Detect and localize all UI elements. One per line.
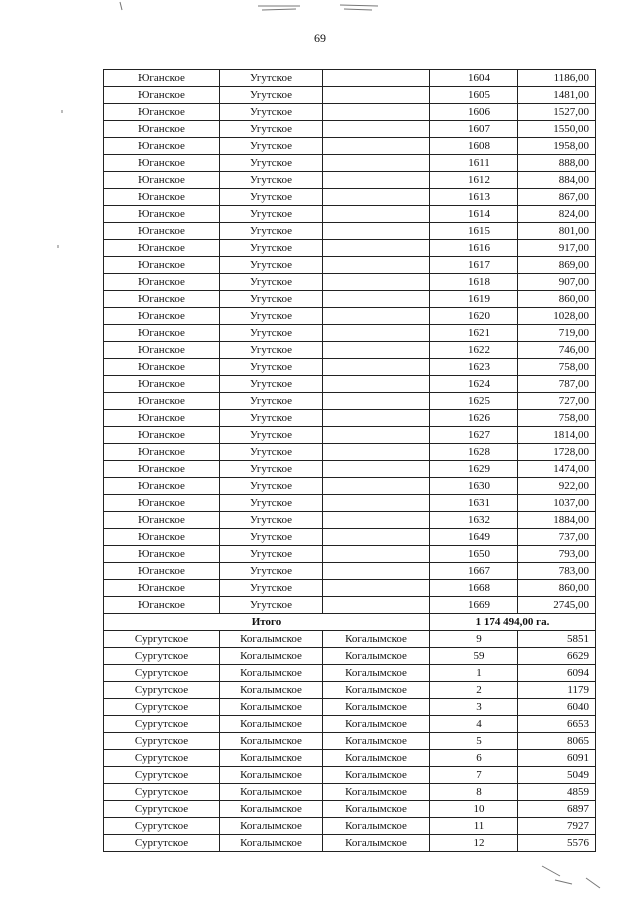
cell-area: 787,00 (518, 376, 596, 393)
cell-area: 6091 (518, 750, 596, 767)
cell-area: 746,00 (518, 342, 596, 359)
cell-district: Угутское (220, 257, 323, 274)
cell-district: Угутское (220, 444, 323, 461)
cell-area: 6897 (518, 801, 596, 818)
total-value: 1 174 494,00 га. (430, 614, 596, 631)
cell-area: 907,00 (518, 274, 596, 291)
cell-region: Сургутское (104, 665, 220, 682)
cell-plot-number: 1629 (430, 461, 518, 478)
table-row (104, 308, 596, 325)
table-row (104, 699, 596, 716)
cell-area: 922,00 (518, 478, 596, 495)
cell-region: Юганское (104, 359, 220, 376)
total-label: Итого (104, 614, 430, 631)
cell-plot-number: 1604 (430, 70, 518, 87)
cell-district: Когалымское (220, 801, 323, 818)
cell-district: Когалымское (220, 631, 323, 648)
table-row (104, 257, 596, 274)
cell-subdistrict (323, 87, 430, 104)
cell-district: Угутское (220, 597, 323, 614)
cell-subdistrict (323, 257, 430, 274)
cell-area: 1037,00 (518, 495, 596, 512)
cell-region: Сургутское (104, 835, 220, 852)
cell-district: Когалымское (220, 682, 323, 699)
land-plot-table (103, 69, 596, 852)
cell-plot-number: 3 (430, 699, 518, 716)
cell-subdistrict: Когалымское (323, 699, 430, 716)
cell-region: Юганское (104, 342, 220, 359)
cell-district: Угутское (220, 461, 323, 478)
cell-district: Угутское (220, 155, 323, 172)
cell-area: 6094 (518, 665, 596, 682)
cell-district: Угутское (220, 410, 323, 427)
cell-region: Юганское (104, 189, 220, 206)
cell-subdistrict (323, 325, 430, 342)
table-row (104, 461, 596, 478)
cell-district: Угутское (220, 342, 323, 359)
cell-subdistrict (323, 342, 430, 359)
table-row (104, 631, 596, 648)
cell-plot-number: 1607 (430, 121, 518, 138)
cell-subdistrict (323, 155, 430, 172)
table-row (104, 580, 596, 597)
cell-district: Угутское (220, 393, 323, 410)
cell-district: Угутское (220, 478, 323, 495)
cell-subdistrict (323, 189, 430, 206)
cell-subdistrict: Когалымское (323, 767, 430, 784)
cell-region: Сургутское (104, 716, 220, 733)
cell-region: Юганское (104, 70, 220, 87)
cell-plot-number: 1623 (430, 359, 518, 376)
cell-plot-number: 1 (430, 665, 518, 682)
cell-subdistrict (323, 580, 430, 597)
cell-region: Юганское (104, 155, 220, 172)
cell-area: 1028,00 (518, 308, 596, 325)
cell-district: Угутское (220, 291, 323, 308)
cell-plot-number: 1614 (430, 206, 518, 223)
cell-region: Сургутское (104, 733, 220, 750)
cell-district: Угутское (220, 529, 323, 546)
cell-district: Угутское (220, 512, 323, 529)
cell-area: 727,00 (518, 393, 596, 410)
cell-plot-number: 12 (430, 835, 518, 852)
cell-district: Угутское (220, 495, 323, 512)
cell-district: Когалымское (220, 665, 323, 682)
cell-district: Когалымское (220, 733, 323, 750)
cell-subdistrict: Когалымское (323, 750, 430, 767)
cell-area: 1527,00 (518, 104, 596, 121)
cell-plot-number: 1630 (430, 478, 518, 495)
cell-subdistrict (323, 291, 430, 308)
cell-plot-number: 9 (430, 631, 518, 648)
cell-district: Когалымское (220, 750, 323, 767)
table-row (104, 393, 596, 410)
table-row (104, 801, 596, 818)
table-row (104, 716, 596, 733)
cell-district: Угутское (220, 104, 323, 121)
table-row (104, 512, 596, 529)
cell-subdistrict: Когалымское (323, 835, 430, 852)
cell-region: Юганское (104, 546, 220, 563)
cell-district: Угутское (220, 87, 323, 104)
cell-subdistrict (323, 70, 430, 87)
cell-region: Юганское (104, 274, 220, 291)
table-row (104, 189, 596, 206)
cell-region: Сургутское (104, 648, 220, 665)
cell-district: Угутское (220, 376, 323, 393)
cell-plot-number: 1632 (430, 512, 518, 529)
cell-subdistrict: Когалымское (323, 665, 430, 682)
cell-plot-number: 1622 (430, 342, 518, 359)
cell-subdistrict (323, 546, 430, 563)
cell-plot-number: 1668 (430, 580, 518, 597)
cell-plot-number: 5 (430, 733, 518, 750)
cell-plot-number: 10 (430, 801, 518, 818)
cell-plot-number: 1606 (430, 104, 518, 121)
cell-plot-number: 1649 (430, 529, 518, 546)
cell-subdistrict (323, 478, 430, 495)
cell-area: 1728,00 (518, 444, 596, 461)
cell-plot-number: 1617 (430, 257, 518, 274)
cell-plot-number: 1650 (430, 546, 518, 563)
cell-region: Сургутское (104, 631, 220, 648)
cell-plot-number: 1626 (430, 410, 518, 427)
total-row (104, 614, 596, 631)
cell-subdistrict (323, 393, 430, 410)
cell-region: Юганское (104, 597, 220, 614)
table-row (104, 155, 596, 172)
cell-area: 888,00 (518, 155, 596, 172)
cell-district: Угутское (220, 546, 323, 563)
cell-district: Когалымское (220, 716, 323, 733)
cell-area: 5049 (518, 767, 596, 784)
cell-region: Юганское (104, 206, 220, 223)
cell-area: 758,00 (518, 410, 596, 427)
cell-subdistrict (323, 427, 430, 444)
table-row (104, 597, 596, 614)
cell-area: 1958,00 (518, 138, 596, 155)
table-row (104, 240, 596, 257)
table-row (104, 410, 596, 427)
table-row (104, 325, 596, 342)
table-row (104, 291, 596, 308)
cell-plot-number: 8 (430, 784, 518, 801)
cell-subdistrict: Когалымское (323, 716, 430, 733)
table-row (104, 138, 596, 155)
cell-region: Сургутское (104, 750, 220, 767)
table-row (104, 274, 596, 291)
cell-region: Юганское (104, 580, 220, 597)
cell-district: Когалымское (220, 648, 323, 665)
cell-subdistrict (323, 376, 430, 393)
cell-plot-number: 2 (430, 682, 518, 699)
cell-plot-number: 1618 (430, 274, 518, 291)
table-row (104, 172, 596, 189)
cell-subdistrict (323, 410, 430, 427)
cell-plot-number: 1612 (430, 172, 518, 189)
cell-plot-number: 1615 (430, 223, 518, 240)
cell-region: Юганское (104, 393, 220, 410)
table-row (104, 546, 596, 563)
cell-plot-number: 1608 (430, 138, 518, 155)
cell-area: 6629 (518, 648, 596, 665)
cell-subdistrict: Когалымское (323, 631, 430, 648)
table-row (104, 478, 596, 495)
cell-region: Сургутское (104, 699, 220, 716)
table-row (104, 563, 596, 580)
cell-region: Юганское (104, 240, 220, 257)
cell-region: Юганское (104, 495, 220, 512)
cell-area: 2745,00 (518, 597, 596, 614)
cell-region: Юганское (104, 138, 220, 155)
cell-subdistrict (323, 223, 430, 240)
cell-area: 783,00 (518, 563, 596, 580)
cell-subdistrict (323, 512, 430, 529)
cell-region: Юганское (104, 172, 220, 189)
cell-area: 4859 (518, 784, 596, 801)
cell-area: 860,00 (518, 291, 596, 308)
cell-district: Когалымское (220, 699, 323, 716)
table-row (104, 87, 596, 104)
cell-district: Когалымское (220, 784, 323, 801)
cell-subdistrict (323, 563, 430, 580)
cell-plot-number: 1624 (430, 376, 518, 393)
cell-district: Угутское (220, 359, 323, 376)
cell-subdistrict: Когалымское (323, 733, 430, 750)
cell-region: Сургутское (104, 784, 220, 801)
cell-region: Юганское (104, 427, 220, 444)
cell-region: Сургутское (104, 801, 220, 818)
cell-area: 1884,00 (518, 512, 596, 529)
cell-region: Сургутское (104, 818, 220, 835)
cell-district: Угутское (220, 325, 323, 342)
cell-district: Угутское (220, 580, 323, 597)
cell-subdistrict (323, 529, 430, 546)
table-row (104, 70, 596, 87)
table-row (104, 223, 596, 240)
cell-district: Угутское (220, 206, 323, 223)
cell-subdistrict (323, 444, 430, 461)
table-row (104, 376, 596, 393)
cell-region: Юганское (104, 444, 220, 461)
cell-region: Сургутское (104, 767, 220, 784)
table-row (104, 750, 596, 767)
cell-area: 917,00 (518, 240, 596, 257)
cell-subdistrict: Когалымское (323, 648, 430, 665)
cell-plot-number: 1621 (430, 325, 518, 342)
cell-region: Юганское (104, 529, 220, 546)
cell-area: 801,00 (518, 223, 596, 240)
cell-area: 793,00 (518, 546, 596, 563)
cell-district: Угутское (220, 70, 323, 87)
cell-area: 5851 (518, 631, 596, 648)
cell-subdistrict (323, 495, 430, 512)
cell-plot-number: 7 (430, 767, 518, 784)
cell-subdistrict (323, 597, 430, 614)
table-row (104, 427, 596, 444)
cell-plot-number: 6 (430, 750, 518, 767)
cell-area: 869,00 (518, 257, 596, 274)
table-row (104, 359, 596, 376)
cell-area: 1481,00 (518, 87, 596, 104)
cell-district: Угутское (220, 138, 323, 155)
table-row (104, 733, 596, 750)
cell-plot-number: 11 (430, 818, 518, 835)
cell-subdistrict (323, 121, 430, 138)
cell-area: 7927 (518, 818, 596, 835)
cell-subdistrict (323, 104, 430, 121)
cell-plot-number: 4 (430, 716, 518, 733)
cell-subdistrict: Когалымское (323, 682, 430, 699)
table-row (104, 767, 596, 784)
table-row (104, 648, 596, 665)
cell-area: 1814,00 (518, 427, 596, 444)
cell-district: Когалымское (220, 835, 323, 852)
cell-region: Юганское (104, 257, 220, 274)
cell-plot-number: 59 (430, 648, 518, 665)
cell-region: Юганское (104, 512, 220, 529)
cell-district: Угутское (220, 427, 323, 444)
cell-area: 884,00 (518, 172, 596, 189)
cell-region: Юганское (104, 87, 220, 104)
cell-district: Угутское (220, 189, 323, 206)
cell-subdistrict (323, 461, 430, 478)
cell-plot-number: 1605 (430, 87, 518, 104)
table-row (104, 121, 596, 138)
cell-plot-number: 1619 (430, 291, 518, 308)
cell-plot-number: 1667 (430, 563, 518, 580)
cell-district: Когалымское (220, 767, 323, 784)
table-row (104, 682, 596, 699)
cell-area: 5576 (518, 835, 596, 852)
cell-region: Юганское (104, 410, 220, 427)
cell-region: Юганское (104, 376, 220, 393)
table-row (104, 784, 596, 801)
cell-plot-number: 1628 (430, 444, 518, 461)
cell-district: Угутское (220, 308, 323, 325)
cell-area: 867,00 (518, 189, 596, 206)
cell-plot-number: 1620 (430, 308, 518, 325)
cell-area: 860,00 (518, 580, 596, 597)
cell-region: Юганское (104, 121, 220, 138)
table-row (104, 206, 596, 223)
cell-subdistrict (323, 138, 430, 155)
table-row (104, 529, 596, 546)
table-row (104, 342, 596, 359)
cell-subdistrict (323, 172, 430, 189)
cell-subdistrict: Когалымское (323, 801, 430, 818)
cell-region: Юганское (104, 223, 220, 240)
cell-region: Юганское (104, 478, 220, 495)
table-row (104, 835, 596, 852)
cell-area: 758,00 (518, 359, 596, 376)
page-number: 69 (314, 31, 326, 45)
cell-area: 8065 (518, 733, 596, 750)
cell-subdistrict (323, 308, 430, 325)
cell-subdistrict (323, 206, 430, 223)
cell-subdistrict (323, 359, 430, 376)
cell-district: Угутское (220, 223, 323, 240)
table-row (104, 495, 596, 512)
cell-district: Угутское (220, 240, 323, 257)
cell-plot-number: 1627 (430, 427, 518, 444)
cell-district: Угутское (220, 274, 323, 291)
cell-area: 1474,00 (518, 461, 596, 478)
cell-area: 824,00 (518, 206, 596, 223)
cell-district: Когалымское (220, 818, 323, 835)
cell-area: 1186,00 (518, 70, 596, 87)
cell-subdistrict: Когалымское (323, 784, 430, 801)
cell-area: 719,00 (518, 325, 596, 342)
cell-subdistrict (323, 274, 430, 291)
cell-area: 1179 (518, 682, 596, 699)
table-row (104, 104, 596, 121)
cell-plot-number: 1631 (430, 495, 518, 512)
cell-area: 6040 (518, 699, 596, 716)
cell-region: Юганское (104, 461, 220, 478)
cell-district: Угутское (220, 563, 323, 580)
cell-subdistrict (323, 240, 430, 257)
cell-district: Угутское (220, 172, 323, 189)
cell-region: Юганское (104, 308, 220, 325)
cell-region: Юганское (104, 563, 220, 580)
cell-region: Юганское (104, 104, 220, 121)
cell-region: Юганское (104, 291, 220, 308)
table-row (104, 818, 596, 835)
cell-region: Сургутское (104, 682, 220, 699)
cell-plot-number: 1669 (430, 597, 518, 614)
cell-district: Угутское (220, 121, 323, 138)
cell-area: 1550,00 (518, 121, 596, 138)
cell-plot-number: 1625 (430, 393, 518, 410)
cell-subdistrict: Когалымское (323, 818, 430, 835)
cell-area: 6653 (518, 716, 596, 733)
cell-plot-number: 1616 (430, 240, 518, 257)
table-row (104, 444, 596, 461)
cell-region: Юганское (104, 325, 220, 342)
cell-plot-number: 1611 (430, 155, 518, 172)
cell-plot-number: 1613 (430, 189, 518, 206)
table-row (104, 665, 596, 682)
cell-area: 737,00 (518, 529, 596, 546)
